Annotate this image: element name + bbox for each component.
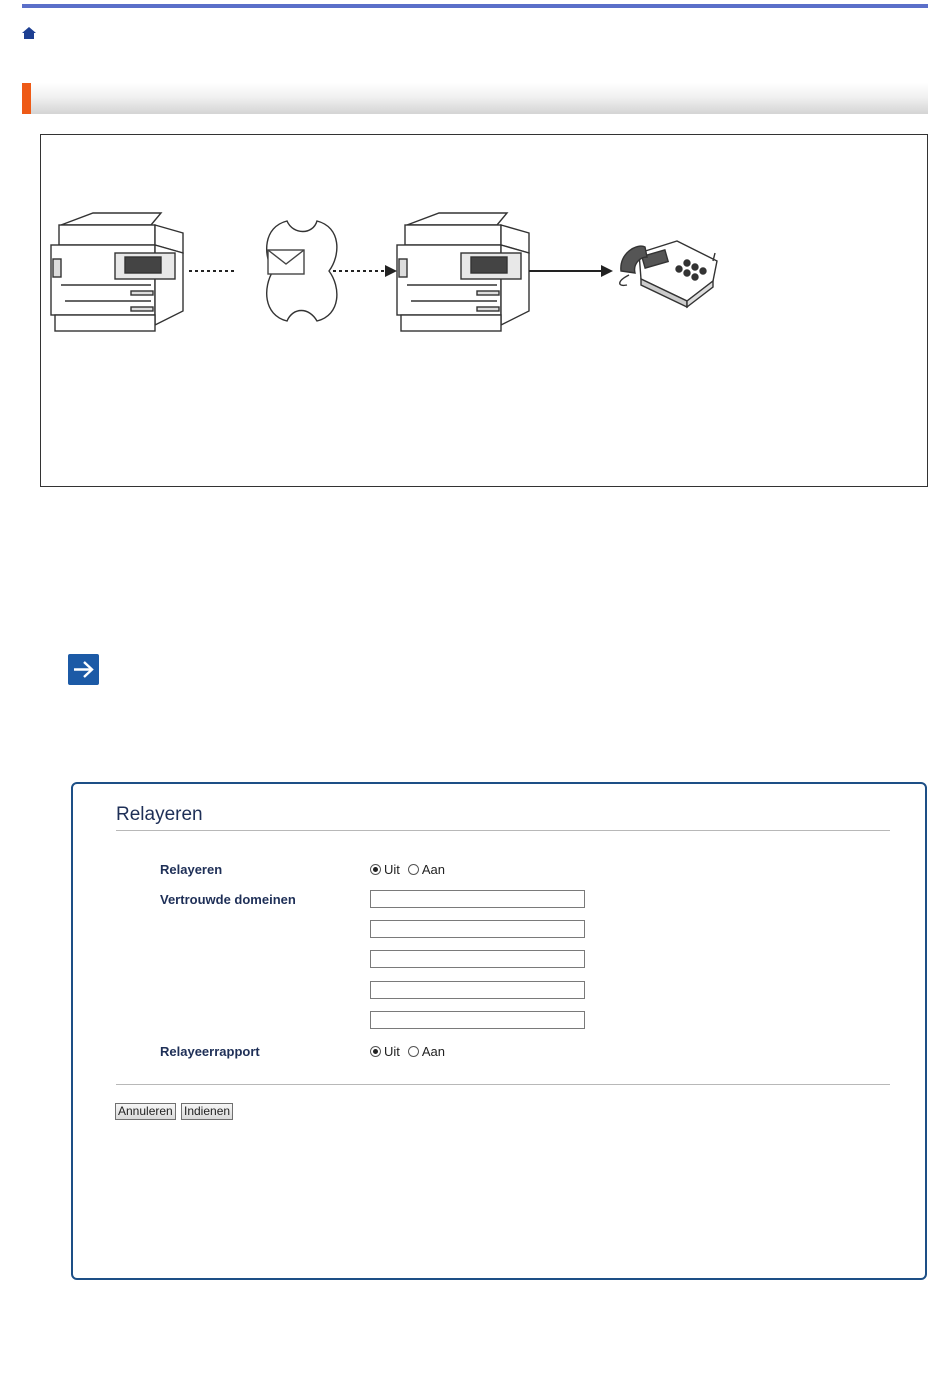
arrow-right-icon	[68, 654, 99, 685]
trusted-domain-input-4[interactable]	[370, 981, 585, 999]
envelope-cloud-icon	[267, 221, 337, 321]
relay-off-label: Uit	[384, 862, 400, 877]
relay-on-radio[interactable]	[408, 864, 419, 875]
relay-report-label: Relayeerrapport	[160, 1044, 260, 1059]
fax-machine-icon	[620, 241, 717, 307]
relay-label: Relayeren	[160, 862, 223, 877]
submit-button[interactable]: Indienen	[181, 1103, 233, 1120]
trusted-domain-input-2[interactable]	[370, 920, 585, 938]
relay-report-on-radio[interactable]	[408, 1046, 419, 1057]
relay-radio-group	[370, 862, 453, 877]
relay-on-label: Aan	[421, 862, 446, 877]
trusted-domain-input-3[interactable]	[370, 950, 585, 968]
title-divider	[116, 830, 890, 831]
relay-report-off-radio[interactable]	[370, 1046, 381, 1057]
relay-report-on-label: Aan	[421, 1044, 446, 1059]
footer-divider	[116, 1084, 890, 1085]
top-rule	[22, 4, 928, 8]
relay-diagram	[40, 134, 928, 487]
relay-printer-icon	[397, 213, 529, 331]
cancel-button[interactable]: Annuleren	[115, 1103, 176, 1120]
section-accent	[22, 83, 31, 114]
trusted-domains-label: Vertrouwde domeinen	[160, 892, 296, 907]
sender-printer-icon	[51, 213, 183, 331]
trusted-domain-input-5[interactable]	[370, 1011, 585, 1029]
section-header-bar	[22, 83, 928, 114]
trusted-domain-input-1[interactable]	[370, 890, 585, 908]
relay-settings-panel	[71, 782, 927, 1280]
relay-off-radio[interactable]	[370, 864, 381, 875]
relay-report-off-label: Uit	[384, 1044, 400, 1059]
panel-title: Relayeren	[116, 804, 203, 825]
relay-report-radio-group	[370, 1044, 453, 1059]
home-icon[interactable]	[21, 25, 37, 41]
